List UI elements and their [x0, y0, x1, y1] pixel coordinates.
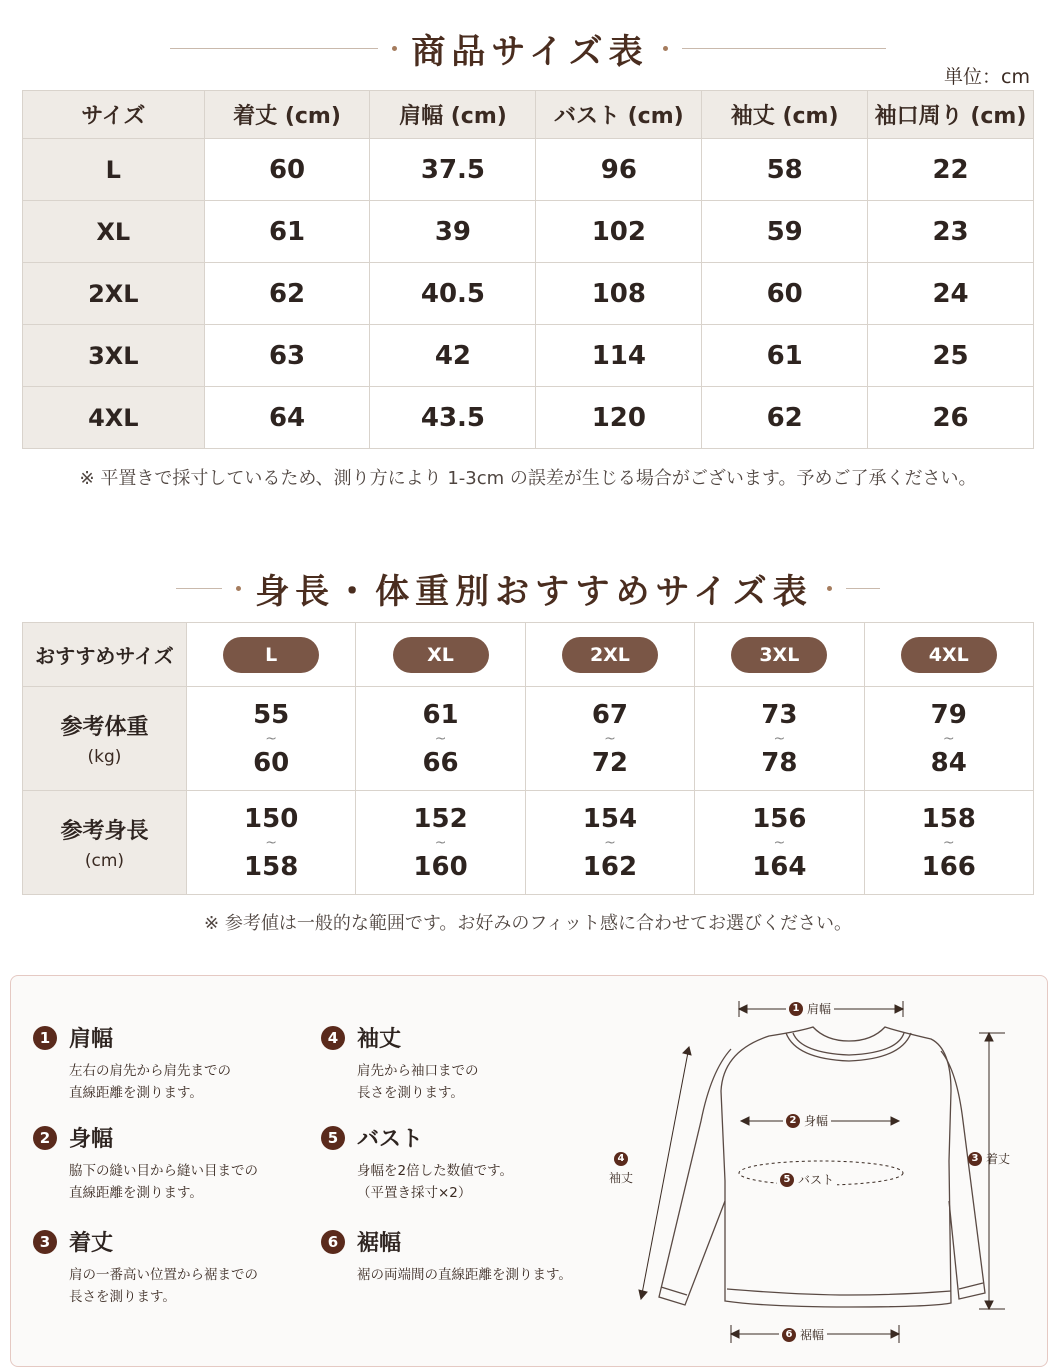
header-shoulder: 肩幅 (cm): [370, 91, 536, 139]
number-badge: 3: [968, 1152, 982, 1166]
height-max: 158: [244, 851, 299, 882]
table-row: [23, 325, 1034, 387]
header-size: サイズ: [23, 91, 205, 139]
height-max: 162: [582, 851, 638, 882]
height-min: 158: [921, 803, 976, 834]
guide-item-name: 裾幅: [357, 1231, 402, 1256]
value-cell: 102: [536, 201, 702, 263]
height-label: 参考身長: [60, 819, 149, 844]
weight-label: 参考体重: [60, 715, 149, 740]
number-badge: 1: [789, 1002, 803, 1016]
weight-cell: [525, 687, 694, 791]
value-cell: 59: [702, 201, 868, 263]
diagram-label-hem: [779, 1326, 827, 1343]
height-max: 166: [921, 851, 976, 882]
recommend-size-header: おすすめサイズ: [23, 623, 187, 687]
weight-max: 66: [422, 747, 459, 778]
length-arrow: [979, 1033, 1005, 1309]
value-cell: 96: [536, 139, 702, 201]
value-cell: 22: [868, 139, 1034, 201]
guide-item-name: 着丈: [69, 1231, 114, 1256]
size-pill: 3XL: [731, 637, 827, 673]
size-chart-title: 商品サイズ表: [411, 31, 649, 72]
number-badge: 1: [33, 1026, 57, 1050]
recommend-note: ※ 参考値は一般的な範囲です。お好みのフィット感に合わせてお選びください。: [204, 913, 852, 934]
number-badge: 4: [614, 1152, 628, 1166]
size-cell: 2XL: [23, 263, 205, 325]
table-row: [23, 387, 1034, 449]
range-tilde: ~: [434, 834, 447, 851]
height-row: [23, 791, 1034, 895]
height-min: 150: [244, 803, 299, 834]
size-pill: 2XL: [562, 637, 658, 673]
weight-max: 72: [591, 747, 629, 778]
value-cell: 63: [204, 325, 370, 387]
title-dot: [392, 46, 397, 51]
diagram-label-shoulder: [786, 1000, 834, 1017]
value-cell: 37.5: [370, 139, 536, 201]
value-cell: 61: [204, 201, 370, 263]
recommend-size-cell: [356, 623, 525, 687]
title-dot: [663, 46, 668, 51]
title-divider-right: [846, 588, 880, 589]
number-badge: 6: [782, 1328, 796, 1342]
diagram-label-text: バスト: [798, 1173, 835, 1187]
value-cell: 120: [536, 387, 702, 449]
guide-item-desc: 身幅を2倍した数値です。 （平置き採寸×2）: [357, 1163, 514, 1201]
size-chart-note: ※ 平置きで採寸しているため、測り方により 1-3cm の誤差が生じる場合がございます。予めご了承ください。: [79, 468, 977, 489]
height-cell: [186, 791, 355, 895]
weight-cell: [186, 687, 355, 791]
range-tilde: ~: [773, 730, 786, 747]
size-table-header-row: [23, 91, 1034, 139]
header-sleeve: 袖丈 (cm): [702, 91, 868, 139]
weight-min: 67: [591, 699, 629, 730]
height-cell: [864, 791, 1033, 895]
guide-item-desc: 脇下の縫い目から縫い目までの 直線距離を測ります。: [69, 1163, 258, 1201]
guide-item-desc: 裾の両端間の直線距離を測ります。: [357, 1267, 572, 1283]
size-cell: 4XL: [23, 387, 205, 449]
title-dot: [827, 586, 832, 591]
height-unit: (cm): [84, 851, 125, 871]
diagram-label-text: 身幅: [804, 1114, 829, 1128]
table-row: [23, 263, 1034, 325]
diagram-label-length: [968, 1150, 1010, 1167]
unit-label: 単位：cm: [944, 66, 1030, 88]
guide-item-name: 肩幅: [69, 1027, 114, 1052]
diagram-label-bust: [777, 1171, 837, 1188]
recommend-size-row: [23, 623, 1034, 687]
recommend-title: 身長・体重別おすすめサイズ表: [255, 571, 813, 612]
height-min: 156: [752, 803, 807, 834]
guide-item-desc: 肩の一番高い位置から裾までの 長さを測ります。: [69, 1267, 258, 1305]
range-tilde: ~: [942, 834, 955, 851]
title-divider-right: [682, 48, 886, 49]
diagram-label-text: 袖丈: [609, 1171, 634, 1185]
title-divider-left: [176, 588, 222, 589]
guide-item-desc: 左右の肩先から肩先までの 直線距離を測ります。: [69, 1063, 231, 1101]
size-chart-title-row: [0, 24, 1056, 72]
weight-row: [23, 687, 1034, 791]
range-tilde: ~: [265, 730, 278, 747]
recommend-size-cell: [186, 623, 355, 687]
weight-min: 61: [422, 699, 459, 730]
height-min: 154: [582, 803, 638, 834]
header-cuff: 袖口周り (cm): [868, 91, 1034, 139]
size-cell: 3XL: [23, 325, 205, 387]
diagram-label-chest: [783, 1112, 831, 1129]
size-pill: XL: [393, 637, 489, 673]
height-cell: [525, 791, 694, 895]
size-pill: 4XL: [901, 637, 997, 673]
table-row: [23, 201, 1034, 263]
weight-max: 60: [253, 747, 290, 778]
value-cell: 58: [702, 139, 868, 201]
number-badge: 5: [321, 1126, 345, 1150]
sleeve-arrow: [639, 1047, 691, 1299]
value-cell: 39: [370, 201, 536, 263]
value-cell: 61: [702, 325, 868, 387]
range-tilde: ~: [942, 730, 955, 747]
weight-min: 79: [930, 699, 967, 730]
recommend-size-cell: [525, 623, 694, 687]
value-cell: 64: [204, 387, 370, 449]
value-cell: 23: [868, 201, 1034, 263]
value-cell: 114: [536, 325, 702, 387]
size-cell: L: [23, 139, 205, 201]
weight-min: 73: [761, 699, 798, 730]
title-dot: [236, 586, 241, 591]
value-cell: 43.5: [370, 387, 536, 449]
number-badge: 2: [786, 1114, 800, 1128]
diagram-label-sleeve: [609, 1152, 633, 1186]
weight-header: [23, 687, 187, 791]
guide-item-name: 身幅: [69, 1127, 114, 1152]
value-cell: 40.5: [370, 263, 536, 325]
range-tilde: ~: [604, 730, 616, 747]
diagram-label-text: 裾幅: [800, 1328, 825, 1342]
shirt-outline: [659, 1027, 985, 1307]
range-tilde: ~: [434, 730, 447, 747]
value-cell: 60: [702, 263, 868, 325]
recommend-title-row: [0, 564, 1056, 612]
number-badge: 6: [321, 1230, 345, 1254]
height-max: 164: [752, 851, 807, 882]
table-row: [23, 139, 1034, 201]
value-cell: 62: [702, 387, 868, 449]
measure-guide-panel: [10, 975, 1048, 1367]
value-cell: 62: [204, 263, 370, 325]
weight-unit: (kg): [87, 747, 122, 767]
value-cell: 24: [868, 263, 1034, 325]
weight-cell: [695, 687, 864, 791]
value-cell: 26: [868, 387, 1034, 449]
range-tilde: ~: [773, 834, 786, 851]
height-min: 152: [413, 803, 468, 834]
recommend-table: [22, 622, 1034, 895]
title-divider-left: [170, 48, 378, 49]
diagram-label-text: 着丈: [986, 1152, 1011, 1166]
value-cell: 42: [370, 325, 536, 387]
size-table: [22, 90, 1034, 449]
recommend-size-cell: [695, 623, 864, 687]
value-cell: 60: [204, 139, 370, 201]
size-pill: L: [223, 637, 319, 673]
height-max: 160: [413, 851, 468, 882]
header-bust: バスト (cm): [536, 91, 702, 139]
number-badge: 3: [33, 1230, 57, 1254]
guide-item-name: バスト: [357, 1127, 424, 1152]
guide-item-name: 袖丈: [357, 1027, 402, 1052]
number-badge: 5: [780, 1173, 794, 1187]
range-tilde: ~: [265, 834, 278, 851]
number-badge: 4: [321, 1026, 345, 1050]
recommend-size-cell: [864, 623, 1033, 687]
weight-cell: [864, 687, 1033, 791]
guide-item-desc: 肩先から袖口までの 長さを測ります。: [357, 1063, 479, 1101]
height-cell: [695, 791, 864, 895]
header-length: 着丈 (cm): [204, 91, 370, 139]
value-cell: 108: [536, 263, 702, 325]
range-tilde: ~: [604, 834, 616, 851]
height-cell: [356, 791, 525, 895]
weight-max: 84: [930, 747, 967, 778]
number-badge: 2: [33, 1126, 57, 1150]
weight-min: 55: [253, 699, 290, 730]
height-header: [23, 791, 187, 895]
diagram-label-text: 肩幅: [807, 1002, 832, 1016]
size-cell: XL: [23, 201, 205, 263]
weight-cell: [356, 687, 525, 791]
value-cell: 25: [868, 325, 1034, 387]
weight-max: 78: [761, 747, 798, 778]
